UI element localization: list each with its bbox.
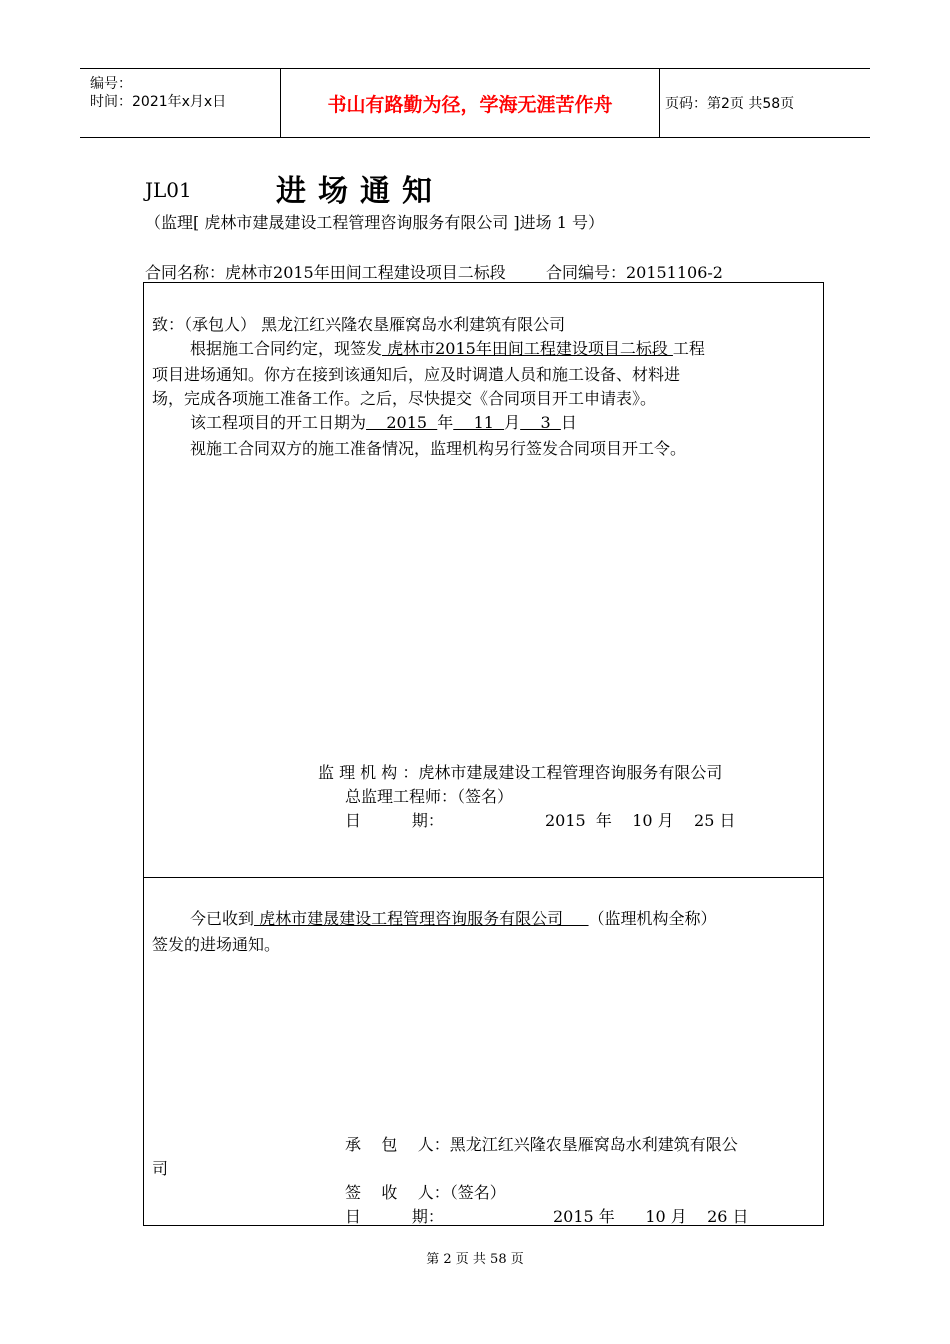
header-meta-cell [80,69,281,137]
received-post: （监理机构全称） [588,909,717,928]
supervisor-org-line: 监 理 机 构 ：虎林市建晟建设工程管理咨询服务有限公司 [318,763,723,782]
contractor-line: 承 包 人：黑龙江红兴隆农垦雁窝岛水利建筑有限公 [345,1135,738,1154]
notice-date-value: 2015 年 10 月 25 日 [545,811,736,830]
number-label: 编号： [90,76,132,92]
contract-no: 20151106-2 [625,263,723,282]
receiver-line: 签 收 人：（签名） [345,1183,506,1202]
receipt-date-value: 2015 年 10 月 26 日 [553,1207,749,1226]
received-org: 虎林市建晟建设工程管理咨询服务有限公司 [254,909,589,928]
page-header [80,68,870,138]
doc-code: JL01 [145,178,192,202]
start-date-pre: 该工程项目的开工日期为 [190,413,367,432]
doc-title: 进场通知 [276,174,444,209]
start-month: 11 [453,413,505,432]
page-footer: 第 2 页 共 58 页 [426,1252,524,1267]
contract-no-label: 合同编号： [545,263,626,282]
header-page-info: 页码：第2页 共58页 [665,96,795,112]
paragraph-1-line-1 [190,336,705,359]
month-unit: 月 [504,413,521,432]
start-day: 3 [520,413,561,432]
to-line: 致：（承包人） 黑龙江红兴隆农垦雁窝岛水利建筑有限公司 [152,315,566,334]
notice-date-label: 日 期： [345,811,444,830]
paragraph-1-line-3: 场，完成各项施工准备工作。之后，尽快提交《合同项目开工申请表》。 [152,389,657,408]
paragraph-3: 视施工合同双方的施工准备情况，监理机构另行签发合同项目开工令。 [190,439,687,458]
year-unit: 年 [437,413,454,432]
contract-name: 虎林市2015年田间工程建设项目二标段 [225,263,506,282]
contractor-wrap: 司 [152,1159,169,1178]
doc-subtitle: （监理[ 虎林市建晟建设工程管理咨询服务有限公司 ]进场 1 号） [145,213,605,232]
receipt-date-label: 日 期： [345,1207,444,1226]
day-unit: 日 [560,413,577,432]
p1-post: 工程 [672,339,705,358]
header-motto: 书山有路勤为径，学海无涯苦作舟 [281,69,660,137]
received-pre: 今已收到 [190,909,255,928]
received-line [190,906,717,929]
p1-project: 虎林市2015年田间工程建设项目二标段 [382,339,673,358]
received-line-2: 签发的进场通知。 [152,935,281,954]
start-date-line [190,410,577,433]
chief-engineer-line: 总监理工程师：（签名） [345,787,514,806]
paragraph-1-line-2: 项目进场通知。你方在接到该通知后，应及时调遣人员和施工设备、材料进 [152,365,681,384]
time-label: 时间：2021年x月x日 [90,94,227,110]
contract-name-label: 合同名称： [145,263,226,282]
p1-pre: 根据施工合同约定，现签发 [190,339,383,358]
start-year: 2015 [366,413,438,432]
contract-line [145,260,723,283]
receipt-section [143,877,824,1226]
